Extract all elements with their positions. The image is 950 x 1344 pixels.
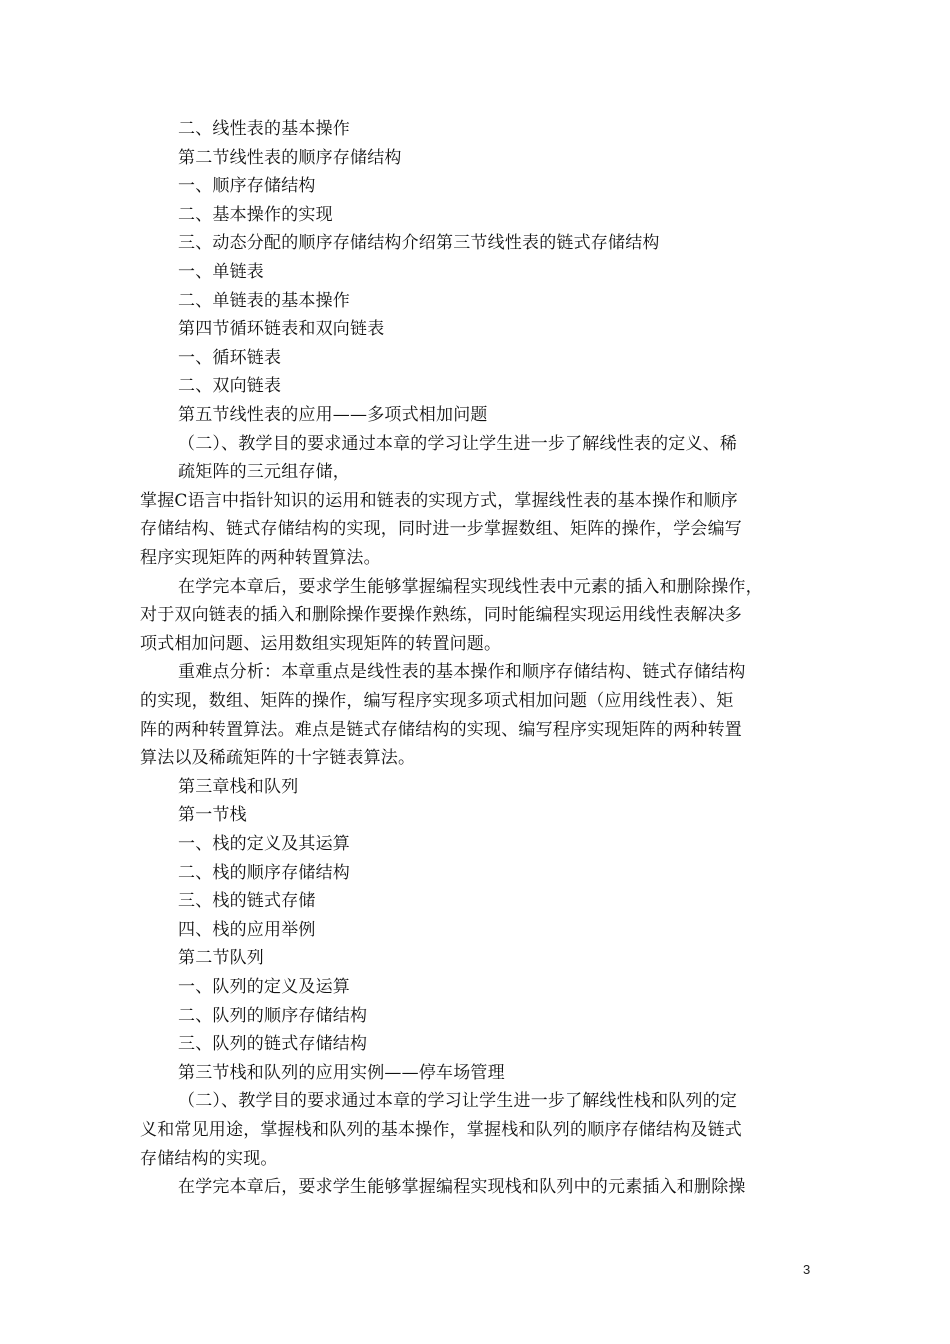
text-line: 三、栈的链式存储 bbox=[178, 891, 316, 911]
text-line: 程序实现矩阵的两种转置算法。 bbox=[140, 548, 381, 568]
text-line: 第二节队列 bbox=[178, 948, 264, 968]
text-line: 第五节线性表的应用——多项式相加问题 bbox=[178, 405, 488, 425]
text-line: 对于双向链表的插入和删除操作要操作熟练，同时能编程实现运用线性表解决多 bbox=[140, 605, 742, 625]
text-line: 第一节栈 bbox=[178, 805, 247, 825]
text-line: 三、动态分配的顺序存储结构介绍第三节线性表的链式存储结构 bbox=[178, 233, 660, 253]
text-line: 重难点分析：本章重点是线性表的基本操作和顺序存储结构、链式存储结构 bbox=[178, 662, 746, 682]
text-line: （二）、教学目的要求通过本章的学习让学生进一步了解线性表的定义、稀 bbox=[178, 434, 738, 454]
page-number: 3 bbox=[803, 1262, 811, 1277]
text-line: 三、队列的链式存储结构 bbox=[178, 1034, 368, 1054]
text-line: 义和常见用途，掌握栈和队列的基本操作，掌握栈和队列的顺序存储结构及链式 bbox=[140, 1120, 742, 1140]
text-line: 二、双向链表 bbox=[178, 376, 282, 396]
text-line: 阵的两种转置算法。难点是链式存储结构的实现、编写程序实现矩阵的两种转置 bbox=[140, 720, 742, 740]
text-line: 存储结构、链式存储结构的实现，同时进一步掌握数组、矩阵的操作，学会编写 bbox=[140, 519, 742, 539]
text-line: 一、队列的定义及运算 bbox=[178, 977, 350, 997]
text-line: 一、顺序存储结构 bbox=[178, 176, 316, 196]
text-line: 二、队列的顺序存储结构 bbox=[178, 1006, 368, 1026]
text-line: 的实现，数组、矩阵的操作，编写程序实现多项式相加问题（应用线性表）、矩 bbox=[140, 691, 734, 711]
text-line: 一、单链表 bbox=[178, 262, 264, 282]
text-line: 在学完本章后，要求学生能够掌握编程实现线性表中元素的插入和删除操作， bbox=[178, 577, 763, 597]
text-line: 存储结构的实现。 bbox=[140, 1149, 278, 1169]
text-line: 二、栈的顺序存储结构 bbox=[178, 863, 350, 883]
text-line: 二、单链表的基本操作 bbox=[178, 291, 350, 311]
text-line: 二、基本操作的实现 bbox=[178, 205, 333, 225]
text-line: 项式相加问题、运用数组实现矩阵的转置问题。 bbox=[140, 634, 502, 654]
text-line: 疏矩阵的三元组存储， bbox=[178, 462, 350, 482]
text-line: （二）、教学目的要求通过本章的学习让学生进一步了解线性栈和队列的定 bbox=[178, 1091, 738, 1111]
text-line: 二、线性表的基本操作 bbox=[178, 119, 350, 139]
text-line: 第二节线性表的顺序存储结构 bbox=[178, 148, 402, 168]
text-line: 第三节栈和队列的应用实例——停车场管理 bbox=[178, 1063, 505, 1083]
text-line: 四、栈的应用举例 bbox=[178, 920, 316, 940]
text-line: 一、循环链表 bbox=[178, 348, 282, 368]
text-line: 算法以及稀疏矩阵的十字链表算法。 bbox=[140, 748, 416, 768]
text-line: 在学完本章后，要求学生能够掌握编程实现栈和队列中的元素插入和删除操 bbox=[178, 1177, 746, 1197]
text-line: 第四节循环链表和双向链表 bbox=[178, 319, 385, 339]
text-line: 掌握C语言中指针知识的运用和链表的实现方式，掌握线性表的基本操作和顺序 bbox=[140, 491, 739, 511]
text-line: 一、栈的定义及其运算 bbox=[178, 834, 350, 854]
text-line: 第三章栈和队列 bbox=[178, 777, 299, 797]
